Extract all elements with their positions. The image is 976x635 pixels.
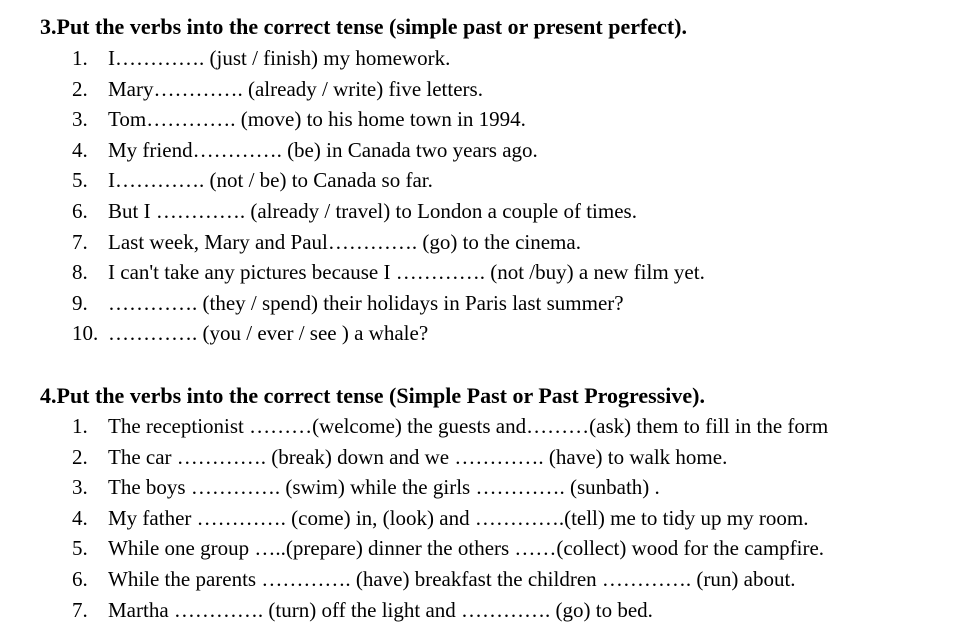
item-number: 1. (72, 46, 88, 70)
item-number: 9. (72, 290, 88, 315)
exercise-4-title: 4.Put the verbs into the correct tense (Simple Past or Past Progressive). (40, 383, 705, 408)
exercise-3-title: 3.Put the verbs into the correct tense (simple past or present perfect). (40, 14, 688, 39)
item-text: My father …………. (come) in, (look) and ………….(tell) me to tidy up my room. (108, 505, 809, 530)
item-number: 3. (72, 107, 88, 132)
item-text: I can't take any pictures because I …………. (not /buy) a new film yet. (108, 260, 705, 285)
item-number: 1. (72, 414, 88, 438)
item-text: But I …………. (already / travel) to London a couple of times. (108, 198, 637, 223)
item-number: 5. (72, 168, 88, 193)
item-text: Last week, Mary and Paul…………. (go) to the cinema. (108, 229, 581, 254)
item-number: 4. (72, 137, 88, 162)
item-text: The car …………. (break) down and we …………. (have) to walk home. (108, 444, 728, 469)
item-text: I…………. (not / be) to Canada so far. (108, 168, 433, 193)
item-text: While the parents …………. (have) breakfast the children …………. (run) about. (108, 566, 796, 591)
item-number: 6. (72, 566, 88, 591)
item-text: The boys …………. (swim) while the girls …………. (sunbath) . (108, 475, 660, 500)
item-text: …………. (you / ever / see ) a whale? (108, 321, 429, 346)
item-number: 8. (72, 260, 88, 285)
item-number: 4. (72, 505, 88, 530)
item-number: 6. (72, 198, 88, 223)
item-text: I…………. (just / finish) my homework. (108, 46, 451, 70)
item-text: Mary…………. (already / write) five letters. (108, 76, 483, 101)
item-text: Tom…………. (move) to his home town in 1994. (108, 107, 526, 132)
item-number: 7. (72, 597, 88, 622)
item-number: 2. (72, 76, 88, 101)
item-number: 5. (72, 536, 88, 561)
item-text: While one group …..(prepare) dinner the others ……(collect) wood for the campfire. (108, 536, 825, 561)
item-number: 10. (72, 321, 99, 346)
item-text: Martha …………. (turn) off the light and …………. (go) to bed. (108, 597, 653, 622)
item-number: 3. (72, 475, 88, 500)
item-text: My friend…………. (be) in Canada two years ago. (108, 137, 538, 162)
item-text: The receptionist ………(welcome) the guests and………(ask) them to fill in the form (108, 414, 829, 438)
item-number: 2. (72, 444, 88, 469)
item-number: 7. (72, 229, 88, 254)
item-text: …………. (they / spend) their holidays in Paris last summer? (108, 290, 624, 315)
